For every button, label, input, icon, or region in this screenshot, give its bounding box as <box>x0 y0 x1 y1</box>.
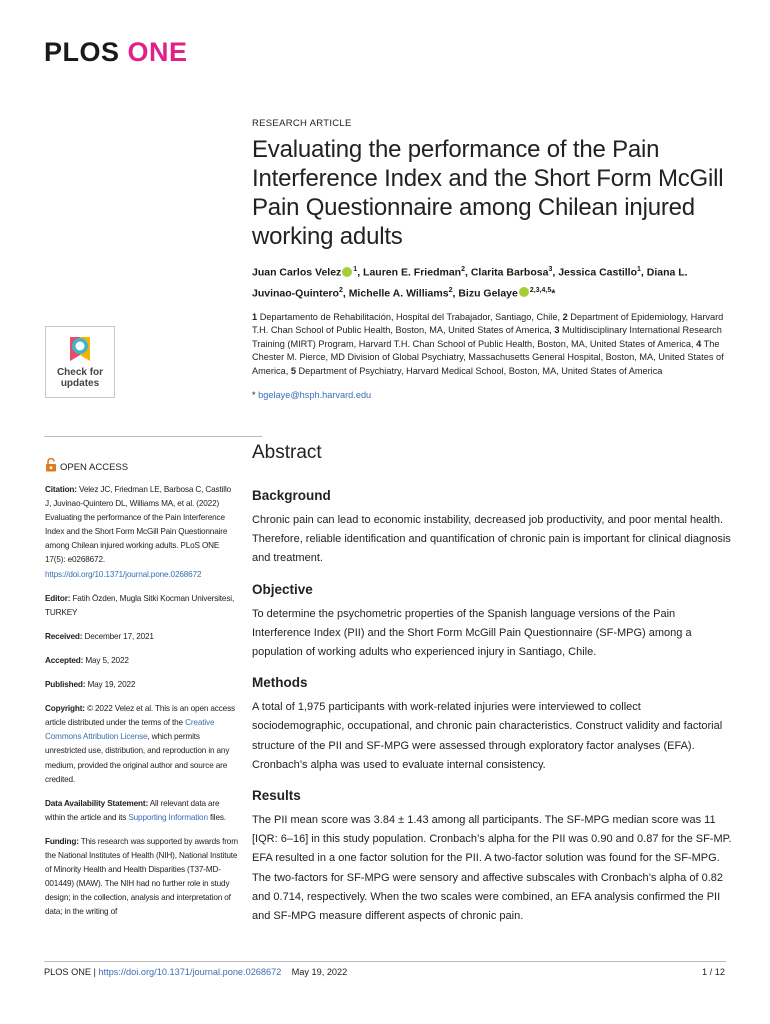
author-list: Juan Carlos Velez $^1$, Lauren E. Friedman$^2$, Clarita Barbosa$^3$, Jessica Castillo$^1$, Diana L. Juvinao-Quintero$^2$, Michelle A. Williams$^2$, Bizu Gelaye $^{2,3,4,5}$* <box>252 266 688 299</box>
funding: Funding: This research was supported by awards from the National Institutes of Health (NIH), National Institute of Minority Health and Health Disparities (T37-MD-001449) (MAW). The NIH had no further role in study design; in the collection, analysis and interpretation of data; in the writing of <box>45 836 238 917</box>
affiliation-number: 4 <box>696 338 702 349</box>
logo-plos: PLOS <box>44 37 120 67</box>
section-heading: Methods <box>252 675 308 691</box>
affiliation-text: Multidisciplinary International Research Training (MIRT) Program, Harvard T.H. Chan School of Public Health, Boston, MA, United States of America, <box>252 325 722 349</box>
data-availability: Data Availability Statement: All relevant data are within the article and its Supporting Information files. <box>45 798 226 822</box>
author-name[interactable]: Clarita Barbosa <box>470 266 549 279</box>
sidebar-divider <box>44 436 262 437</box>
editor: Editor: Fatih Özden, Mugla Sitki Kocman Universitesi, TURKEY <box>45 593 235 617</box>
section-text: The PII mean score was 3.84 ± 1.43 among all participants. The SF-MPG median score was 11 [IQR: 6–16] in this study population. Cronbach’s alpha for the PII was 0.90 and 0.87 for the SF-MP. EFA resulted in a one factor solution for the PII. A two-factor solution was found for the SF-MPG. The two-factors for SF-MPG were sensory and affective subscales with Cronbach’s alpha of 0.82 and 0.714, respectively. When the two scales were combined, an EFA analysis confirmed the PII and SF-MPG measure different aspects of chronic pain. <box>252 814 732 923</box>
affiliation-number: 3 <box>554 325 560 336</box>
citation-doi-link[interactable]: https://doi.org/10.1371/journal.pone.0268672 <box>45 569 202 579</box>
abstract-heading: Abstract <box>252 442 322 463</box>
open-lock-icon <box>45 458 57 472</box>
affiliation-number: 2 <box>562 312 568 322</box>
corresponding-mark: * <box>551 287 556 299</box>
abstract-section <box>252 675 734 775</box>
accepted: Accepted: May 5, 2022 <box>45 655 129 665</box>
affiliation-text: Departamento de Rehabilitación, Hospital del Trabajador, Santiago, Chile, <box>259 312 560 322</box>
received: Received: December 17, 2021 <box>45 631 154 641</box>
footer-date: May 19, 2022 <box>291 967 348 977</box>
section-text: Chronic pain can lead to economic instability, decreased job productivity, and poor mental health. Therefore, reliable identification and quantification of chronic pain is important for clinical diagnosis and treatment. <box>252 514 731 565</box>
check-for-updates-label: Check for updates <box>56 367 104 389</box>
abstract-section <box>252 488 734 569</box>
author-name[interactable]: Juan Carlos Velez <box>252 266 342 279</box>
author-name[interactable]: Jessica Castillo <box>558 266 637 279</box>
affiliations <box>252 311 732 378</box>
article-header <box>252 118 732 400</box>
corresponding-email-link[interactable]: bgelaye@hsph.harvard.edu <box>258 390 372 401</box>
affiliation-number: 5 <box>290 365 296 376</box>
section-text: A total of 1,975 participants with work-related injuries were interviewed to collect sociodemographic, occupational, and chronic pain characteristics. Construct validity and factorial structure of the PII and SF-MPG were assessed through exploratory factor analyses (EFA). Cronbach’s alpha was used to evaluate internal consistency. <box>252 701 723 771</box>
cc-license-link[interactable]: Creative Commons Attribution License <box>45 718 215 742</box>
author-affiliation-number: 2 <box>448 286 453 294</box>
author-affiliation-number: 2,3,4,5 <box>529 286 552 294</box>
author-affiliation-number: 2 <box>338 286 343 294</box>
affiliation-number: 1 <box>252 312 258 322</box>
orcid-icon[interactable] <box>342 267 352 277</box>
footer-journal: PLOS ONE <box>44 967 91 977</box>
footer-doi-link[interactable]: https://doi.org/10.1371/journal.pone.0268672 <box>98 967 282 977</box>
crossmark-icon <box>64 333 96 365</box>
article-title: Evaluating the performance of the Pain Interference Index and the Short Form McGill Pain Questionnaire among Chilean injured working adults <box>252 136 724 250</box>
author-name[interactable]: Bizu Gelaye <box>458 287 518 299</box>
author-affiliation-number: 1 <box>353 266 358 273</box>
author-name[interactable]: Lauren E. Friedman <box>363 266 462 279</box>
page-footer: PLOS ONE | https://doi.org/10.1371/journal.pone.0268672 May 19, 2022 <box>44 967 348 977</box>
orcid-icon[interactable] <box>519 287 529 297</box>
section-heading: Results <box>252 788 301 804</box>
affiliation-text: Department of Psychiatry, Harvard Medical School, Boston, MA, United States of America <box>298 365 663 376</box>
logo-one: ONE <box>127 37 188 67</box>
author-name[interactable]: Michelle A. Williams <box>348 287 449 299</box>
abstract-body <box>252 488 734 939</box>
affiliation-text: The Chester M. Pierce, MD Division of Global Psychiatry, Massachusetts General Hospital, Boston, MA, United States of America, <box>252 338 724 376</box>
citation: Citation: Velez JC, Friedman LE, Barbosa C, Castillo J, Juvinao-Quintero DL, Williams MA, et al. (2022) Evaluating the performance of the Pain Interference Index and the Short Form McGill Pain Questionnaire among Chilean injured working adults. PLoS ONE 17(5): e0268672. https://doi.org/10.1371/journal.pone.0268672 <box>45 485 232 579</box>
abstract-section <box>252 582 734 663</box>
corresponding-author: * bgelaye@hsph.harvard.edu <box>252 390 372 401</box>
author-name[interactable]: Diana L. Juvinao-Quintero <box>252 266 688 299</box>
abstract-section <box>252 788 734 926</box>
author-affiliation-number: 1 <box>637 266 641 273</box>
article-type: RESEARCH ARTICLE <box>252 118 352 129</box>
author-affiliation-number: 3 <box>548 266 553 273</box>
page-number: 1 / 12 <box>702 967 725 977</box>
journal-logo <box>44 37 188 68</box>
copyright: Copyright: © 2022 Velez et al. This is an open access article distributed under the terms of the Creative Commons Attribution License, which permits unrestricted use, distribution, and reproduction in any medium, provided the original author and source are credited. <box>45 704 235 784</box>
section-heading: Objective <box>252 581 313 597</box>
author-affiliation-number: 2 <box>461 266 465 273</box>
supporting-information-link[interactable]: Supporting Information <box>128 812 208 822</box>
published: Published: May 19, 2022 <box>45 680 136 690</box>
section-text: To determine the psychometric properties of the Spanish language versions of the Pain Interference Index (PII) and the Short Form McGill Pain Questionnaire (SF-MPG) among a population of working adults who experienced injury in Santiago, Chile. <box>252 607 692 659</box>
footer-divider <box>44 961 726 962</box>
affiliation-text: Department of Epidemiology, Harvard T.H. Chan School of Public Health, Boston, MA, United States of America, <box>252 312 724 336</box>
article-metadata-sidebar <box>45 483 239 929</box>
check-for-updates-badge[interactable] <box>45 326 115 398</box>
section-heading: Background <box>252 488 331 503</box>
open-access-label: OPEN ACCESS <box>45 458 128 473</box>
